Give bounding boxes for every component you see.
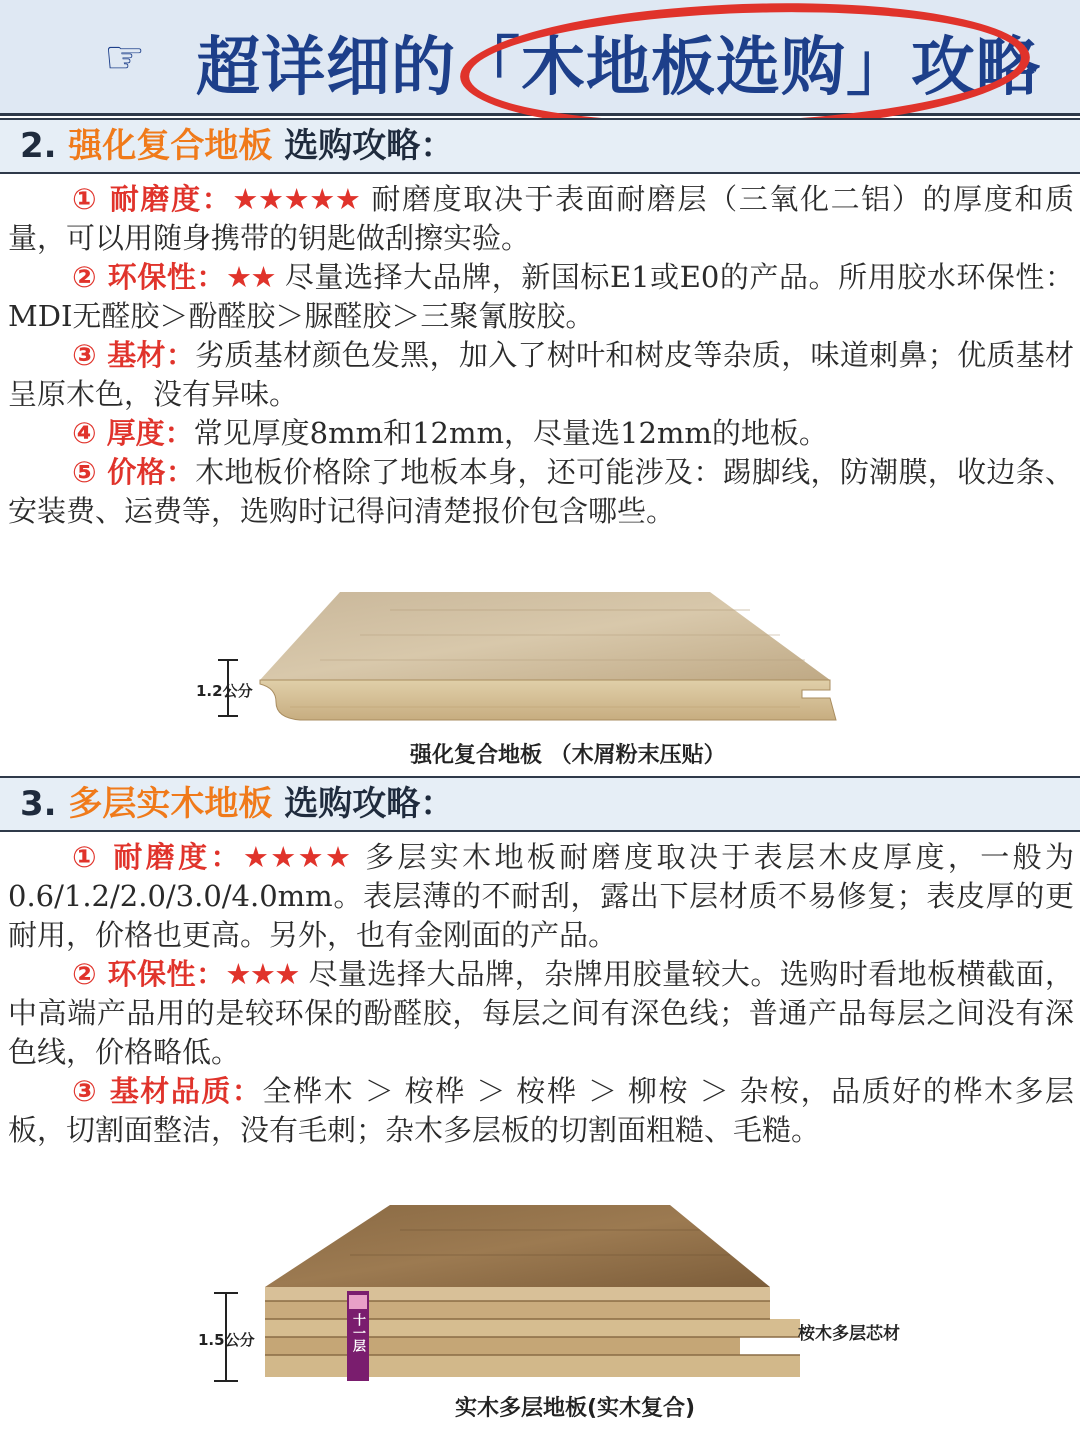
- s3-item-wear-text: 多层实木地板耐磨度取决于表层木皮厚度，一般为0.6/1.2/2.0/3.0/4.0mm。表层薄的不耐刮，露出下层材质不易修复；表皮厚的更耐用，价格也更高。另外，也有金刚面的产品。: [8, 840, 1074, 952]
- s3-item-eco: [8, 955, 1074, 1072]
- s2-item-wear: [8, 180, 1074, 258]
- s3-item-base-text: 全桦木 ＞ 桉桦 ＞ 桉桦 ＞ 柳桉 ＞ 杂桉，品质好的桦木多层板，切割面整洁，没有毛刺；杂木多层板的切割面粗糙、毛糙。: [8, 1074, 1074, 1147]
- section-2-highlight: 强化复合地板: [68, 126, 273, 166]
- laminate-dim-label: 1.2公分: [196, 682, 253, 700]
- s2-item-thickness: [8, 414, 1074, 453]
- s2-item-wear-stars: ★★★★★: [232, 182, 361, 216]
- s2-item-price-lead: ⑤ 价格：: [72, 455, 196, 489]
- s2-item-eco: [8, 258, 1074, 336]
- section-2-suffix: 选购攻略：: [284, 126, 455, 166]
- multilayer-floor-figure: [190, 1195, 920, 1430]
- section-2-title: [0, 118, 1080, 174]
- s2-item-base-text: 劣质基材颜色发黑，加入了树叶和树皮等杂质，味道刺鼻；优质基材呈原木色，没有异味。: [8, 338, 1074, 411]
- multilayer-dim-label: 1.5公分: [198, 1331, 255, 1349]
- s3-item-eco-stars: ★★★: [225, 957, 299, 991]
- laminate-board-image: [190, 580, 870, 730]
- section-2-body: [8, 180, 1074, 531]
- s2-item-base: [8, 336, 1074, 414]
- s2-item-eco-text: 尽量选择大品牌，新国标E1或E0的产品。所用胶水环保性：MDI无醛胶＞酚醛胶＞脲醛胶＞三聚氰胺胶。: [8, 260, 1074, 333]
- section-3-number: 3.: [20, 784, 57, 824]
- section-2-number: 2.: [20, 126, 57, 166]
- section-3-body: [8, 838, 1074, 1150]
- s3-item-wear: [8, 838, 1074, 955]
- s3-item-base: [8, 1072, 1074, 1150]
- page-header: [0, 0, 1080, 116]
- laminate-floor-figure: [190, 580, 870, 770]
- section-3-title: [0, 776, 1080, 832]
- s2-item-eco-stars: ★★: [225, 260, 276, 294]
- pointing-hand-icon: ☞: [104, 30, 146, 84]
- multilayer-side-label: 桉木多层芯材: [798, 1324, 900, 1344]
- s3-item-eco-lead: ② 环保性：: [72, 957, 226, 991]
- multilayer-layer-label: 十一层: [350, 1313, 365, 1352]
- s2-item-base-lead: ③ 基材：: [72, 338, 196, 372]
- s2-item-eco-lead: ② 环保性：: [72, 260, 226, 294]
- s2-item-thickness-text: 常见厚度8mm和12mm，尽量选12mm的地板。: [193, 416, 828, 450]
- laminate-caption: 强化复合地板 （木屑粉末压贴）: [410, 743, 726, 768]
- s2-item-wear-text: 耐磨度取决于表面耐磨层（三氧化二铝）的厚度和质量，可以用随身携带的钥匙做刮擦实验。: [8, 182, 1074, 255]
- s2-item-thickness-lead: ④ 厚度：: [72, 416, 194, 450]
- multilayer-caption: 实木多层地板(实木复合): [455, 1396, 696, 1421]
- s3-item-wear-lead: ① 耐磨度：: [72, 840, 243, 874]
- section-3-highlight: 多层实木地板: [68, 784, 273, 824]
- page-title: 超详细的「木地板选购」攻略: [196, 31, 1041, 105]
- s2-item-price: [8, 453, 1074, 531]
- s3-item-eco-text: 尽量选择大品牌，杂牌用胶量较大。选购时看地板横截面，中高端产品用的是较环保的酚醛胶，每层之间有深色线；普通产品每层之间没有深色线，价格略低。: [8, 957, 1074, 1069]
- s3-item-wear-stars: ★★★★: [242, 840, 353, 874]
- s2-item-price-text: 木地板价格除了地板本身，还可能涉及：踢脚线，防潮膜，收边条、安装费、运费等，选购时记得问清楚报价包含哪些。: [8, 455, 1074, 528]
- s2-item-wear-lead: ① 耐磨度：: [72, 182, 233, 216]
- section-3-suffix: 选购攻略：: [284, 784, 455, 824]
- s3-item-base-lead: ③ 基材品质：: [72, 1074, 263, 1108]
- multilayer-board-image: [190, 1195, 920, 1395]
